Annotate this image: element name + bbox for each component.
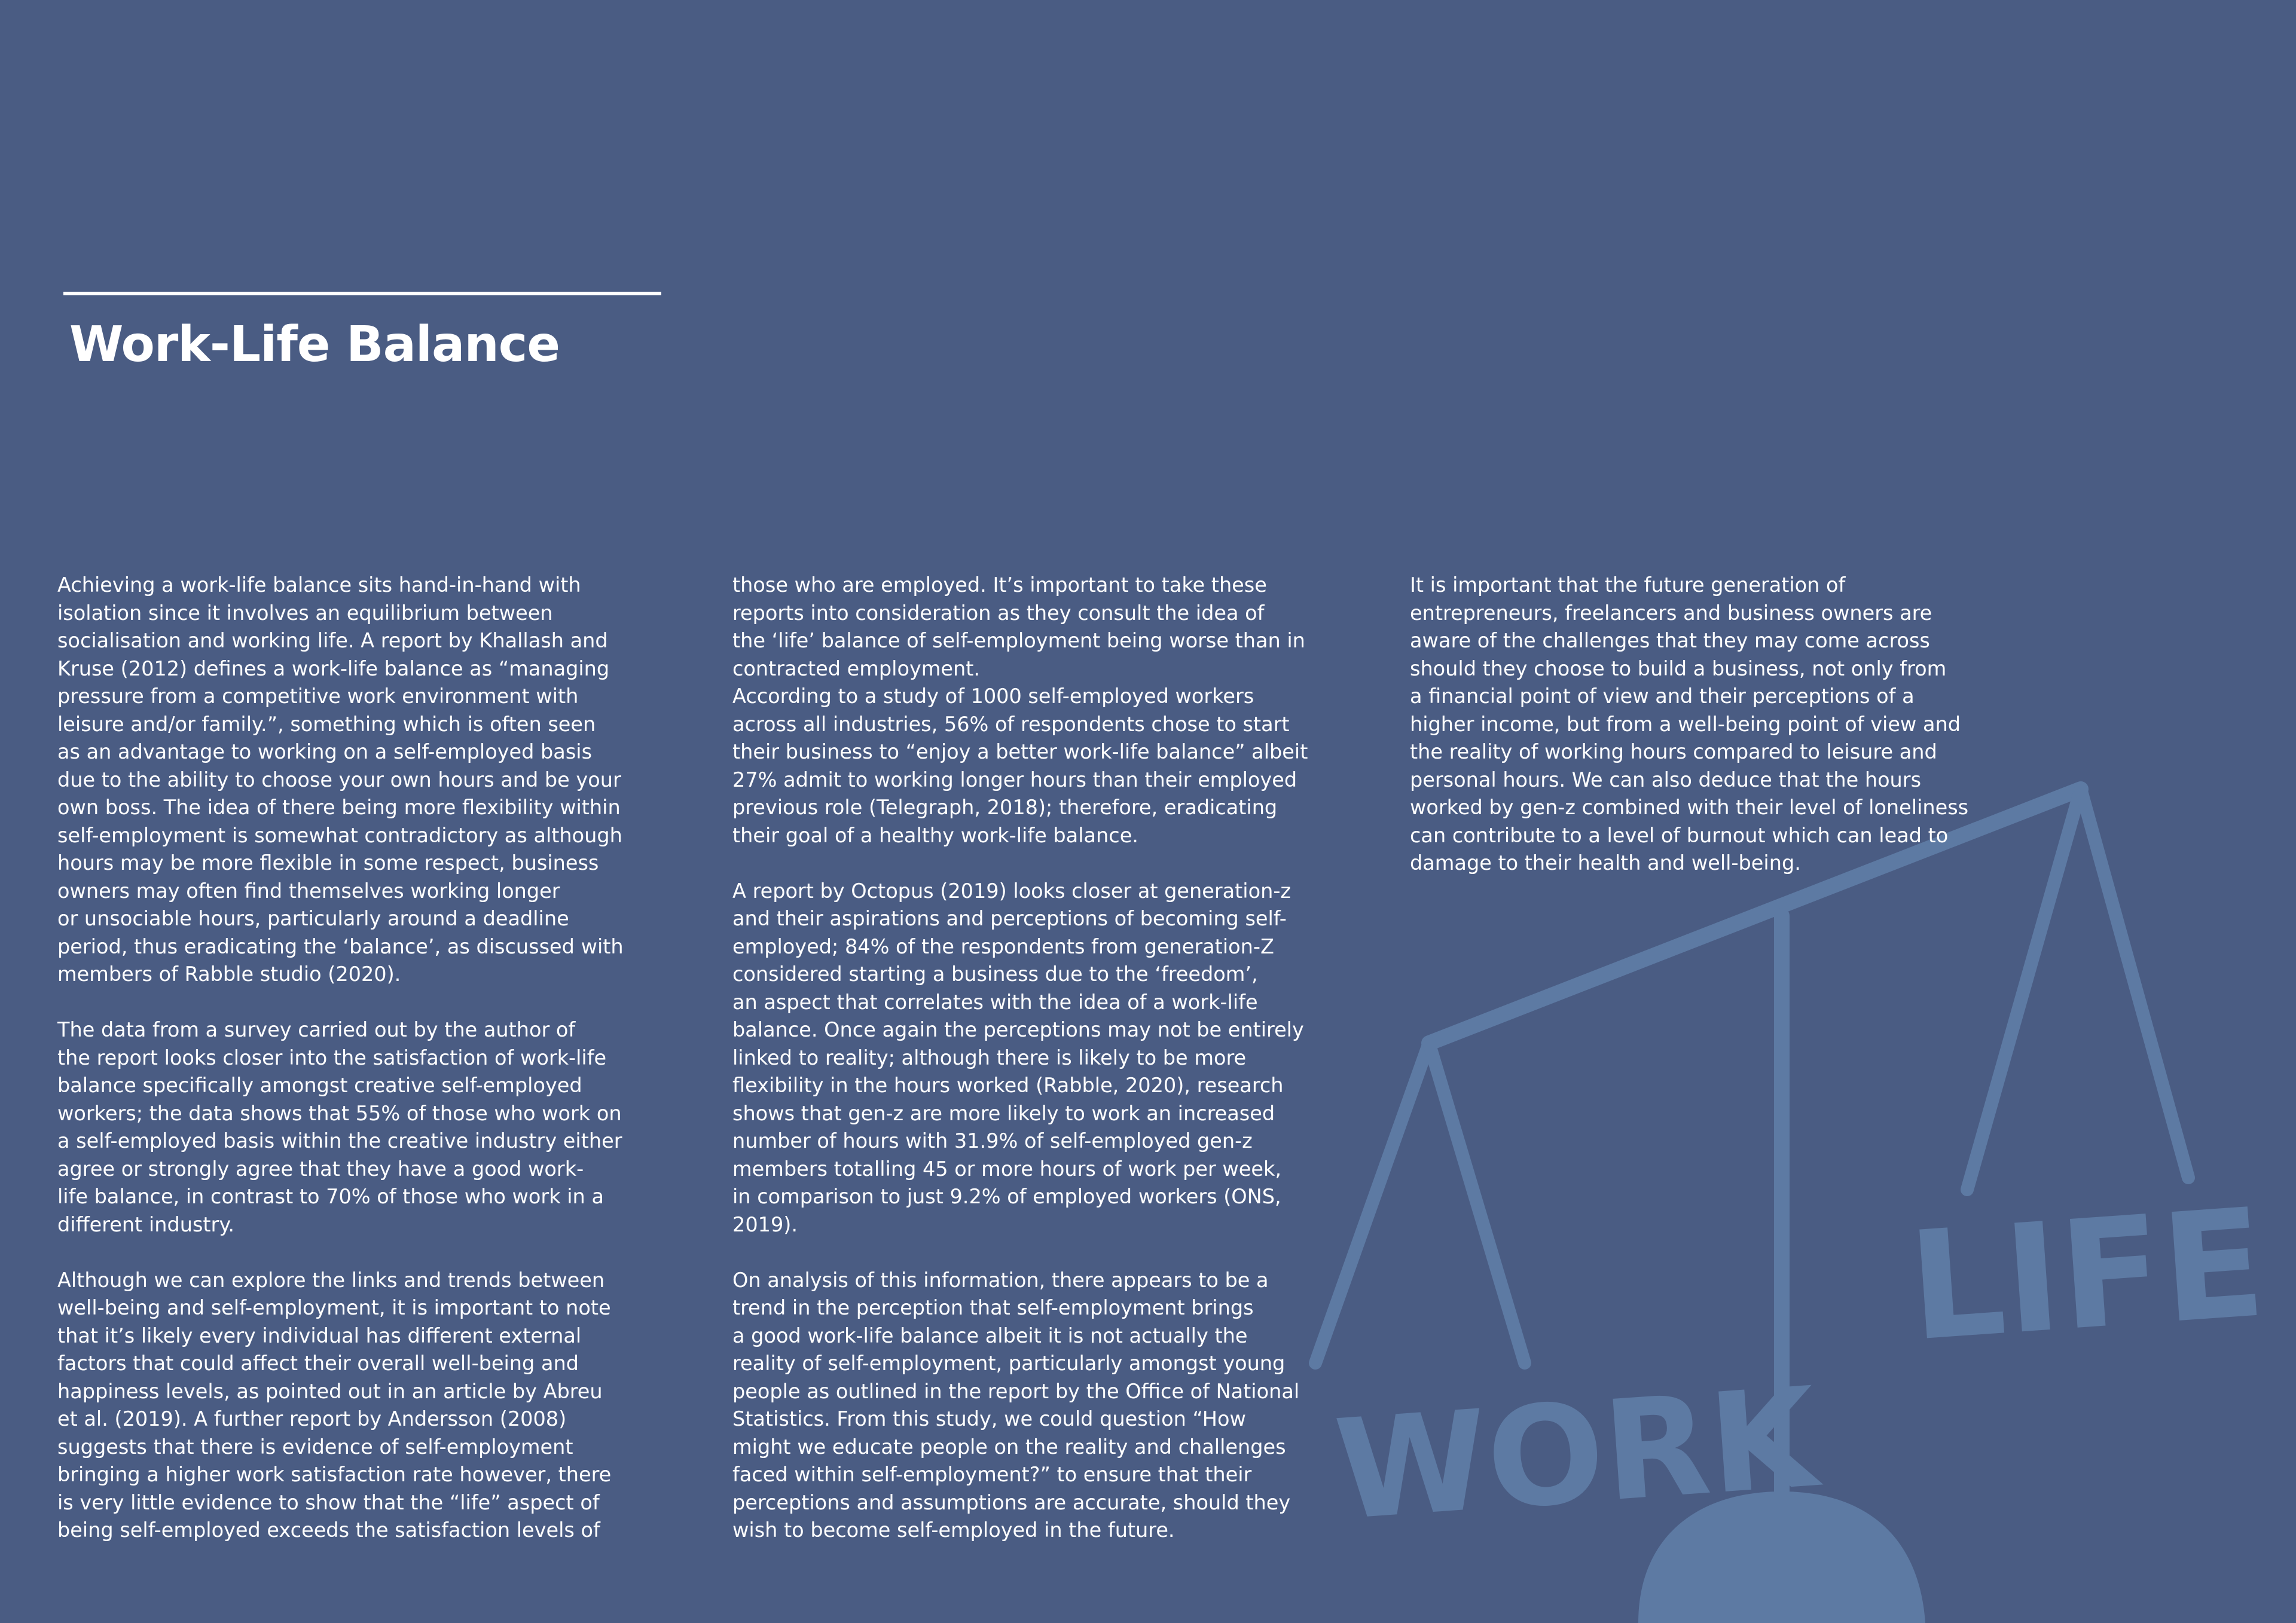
body-text-line: those who are employed. It’s important to take these (732, 573, 1267, 597)
body-text-line: self-employment is somewhat contradictory as although (57, 823, 622, 847)
scale-left-label: WORK (1330, 1358, 1822, 1551)
body-text-line: et al. (2019). A further report by Andersson (2008) (57, 1407, 567, 1431)
body-text-line: an aspect that correlates with the idea of a work-life (732, 990, 1258, 1014)
body-text-line: members totalling 45 or more hours of work per week, (732, 1157, 1282, 1181)
body-text-line: their business to “enjoy a better work-life balance” albeit (732, 740, 1308, 763)
paragraph-gap (732, 1239, 1308, 1267)
body-text-line: agree or strongly agree that they have a good work- (57, 1157, 584, 1181)
scale-right-label: LIFE (1903, 1176, 2270, 1374)
paragraph-gap (732, 849, 1308, 878)
body-text-line: number of hours with 31.9% of self-employed gen-z (732, 1129, 1253, 1153)
body-text-line: 2019). (732, 1212, 798, 1236)
body-text-line: as an advantage to working on a self-employed basis (57, 740, 593, 763)
body-text-line: factors that could affect their overall well-being and (57, 1352, 579, 1375)
balance-scale-icon (1280, 765, 2296, 1623)
body-text-line: a self-employed basis within the creative industry either (57, 1129, 622, 1153)
body-text-line: faced within self-employment?” to ensure that their (732, 1463, 1252, 1486)
body-text-line: the ‘life’ balance of self-employment being worse than in (732, 629, 1305, 652)
body-text-line: Statistics. From this study, we could question “How (732, 1407, 1246, 1431)
body-text-line: reality of self-employment, particularly amongst young (732, 1352, 1286, 1375)
body-text-line: different industry. (57, 1212, 235, 1236)
body-text-line: due to the ability to choose your own hours and be your (57, 768, 621, 791)
body-text-line: their goal of a healthy work-life balance. (732, 823, 1138, 847)
body-text-line: might we educate people on the reality and challenges (732, 1435, 1286, 1459)
body-text-line: Kruse (2012) defines a work-life balance as “managing (57, 656, 610, 680)
body-text-line: worked by gen-z combined with their level of loneliness (1410, 796, 1969, 819)
body-text-line: or unsociable hours, particularly around a deadline (57, 907, 569, 930)
body-text-line: can contribute to a level of burnout which can lead to (1410, 823, 1949, 847)
body-text-line: people as outlined in the report by the Office of National (732, 1379, 1300, 1403)
page-title: Work-Life Balance (69, 316, 560, 373)
body-text-line: Achieving a work-life balance sits hand-in-hand with (57, 573, 581, 597)
body-text-line: in comparison to just 9.2% of employed workers (ONS, (732, 1185, 1281, 1208)
body-text-line: It is important that the future generation of (1410, 573, 1846, 597)
body-text-line: hours may be more flexible in some respect, business (57, 851, 599, 875)
body-text-line: personal hours. We can also deduce that the hours (1410, 768, 1922, 791)
paragraph-gap (57, 1239, 624, 1267)
body-text-line: wish to become self-employed in the future. (732, 1518, 1175, 1542)
body-text-line: On analysis of this information, there appears to be a (732, 1268, 1269, 1292)
body-text-line: a financial point of view and their perceptions of a (1410, 684, 1915, 708)
body-text-line: is very little evidence to show that the “life” aspect of (57, 1490, 600, 1514)
body-text-line: being self-employed exceeds the satisfaction levels of (57, 1518, 600, 1542)
body-text-line: balance. Once again the perceptions may not be entirely (732, 1018, 1304, 1041)
body-text-line: bringing a higher work satisfaction rate however, there (57, 1463, 612, 1486)
body-text-line: own boss. The idea of there being more flexibility within (57, 796, 621, 819)
body-text-line: flexibility in the hours worked (Rabble, 2020), research (732, 1074, 1284, 1097)
body-text-line: The data from a survey carried out by the author of (57, 1018, 576, 1041)
text-column-2 (732, 571, 1308, 1545)
text-column-1 (57, 571, 624, 1545)
body-text-line: leisure and/or family.”, something which is often seen (57, 712, 596, 736)
body-text-line: the reality of working hours compared to leisure and (1410, 740, 1937, 763)
title-rule (63, 292, 661, 295)
body-text-line: employed; 84% of the respondents from generation-Z (732, 934, 1274, 958)
body-text-line: considered starting a business due to the ‘freedom’, (732, 962, 1258, 986)
body-text-line: well-being and self-employment, it is important to note (57, 1296, 611, 1319)
body-text-line: workers; the data shows that 55% of those who work on (57, 1101, 622, 1125)
body-text-line: aware of the challenges that they may come across (1410, 629, 1930, 652)
paragraph-gap (57, 989, 624, 1017)
body-text-line: should they choose to build a business, not only from (1410, 656, 1947, 680)
body-text-line: According to a study of 1000 self-employed workers (732, 684, 1254, 708)
body-text-line: entrepreneurs, freelancers and business owners are (1410, 601, 1932, 625)
body-text-line: happiness levels, as pointed out in an article by Abreu (57, 1379, 603, 1403)
body-text-line: period, thus eradicating the ‘balance’, as discussed with (57, 934, 624, 958)
body-text-line: the report looks closer into the satisfaction of work-life (57, 1046, 607, 1069)
body-text-line: shows that gen-z are more likely to work an increased (732, 1101, 1275, 1125)
body-text-line: linked to reality; although there is likely to be more (732, 1046, 1247, 1069)
body-text-line: owners may often find themselves working longer (57, 879, 560, 903)
body-text-line: and their aspirations and perceptions of becoming self- (732, 907, 1287, 930)
body-text-line: damage to their health and well-being. (1410, 851, 1801, 875)
body-text-line: life balance, in contrast to 70% of those who work in a (57, 1185, 604, 1208)
body-text-line: isolation since it involves an equilibrium between (57, 601, 553, 625)
body-text-line: socialisation and working life. A report by Khallash and (57, 629, 608, 652)
body-text-line: that it’s likely every individual has different external (57, 1324, 582, 1347)
body-text-line: pressure from a competitive work environment with (57, 684, 579, 708)
body-text-line: trend in the perception that self-employment brings (732, 1296, 1254, 1319)
body-text-line: a good work-life balance albeit it is not actually the (732, 1324, 1248, 1347)
body-text-line: previous role (Telegraph, 2018); therefore, eradicating (732, 796, 1278, 819)
body-text-line: balance specifically amongst creative self-employed (57, 1074, 582, 1097)
body-text-line: higher income, but from a well-being point of view and (1410, 712, 1961, 736)
body-text-line: Although we can explore the links and trends between (57, 1268, 605, 1292)
body-text-line: reports into consideration as they consult the idea of (732, 601, 1265, 625)
body-text-line: suggests that there is evidence of self-employment (57, 1435, 573, 1459)
body-text-line: across all industries, 56% of respondents chose to start (732, 712, 1290, 736)
body-text-line: members of Rabble studio (2020). (57, 962, 401, 986)
body-text-line: perceptions and assumptions are accurate, should they (732, 1490, 1291, 1514)
body-text-line: contracted employment. (732, 656, 981, 680)
body-text-line: 27% admit to working longer hours than their employed (732, 768, 1297, 791)
text-column-3 (1410, 571, 1968, 878)
body-text-line: A report by Octopus (2019) looks closer at generation-z (732, 879, 1292, 903)
